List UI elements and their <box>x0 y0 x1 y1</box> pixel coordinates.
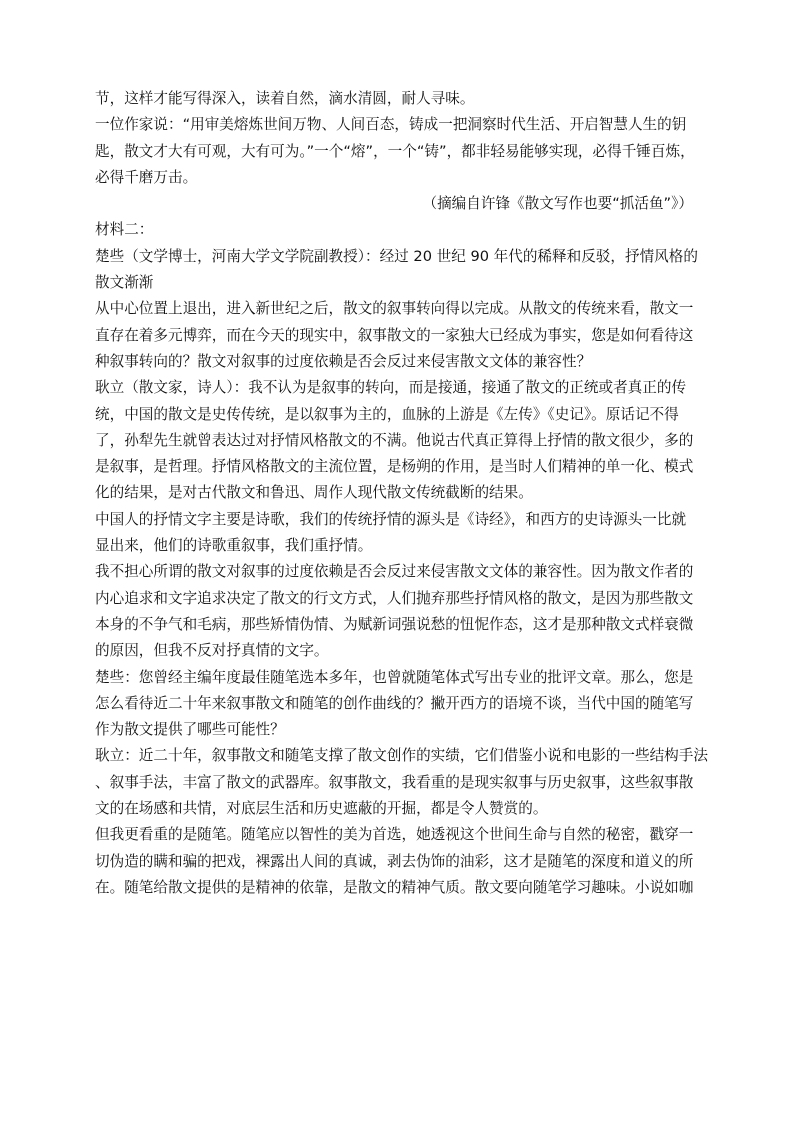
paragraph-p10 <box>95 665 701 744</box>
paragraph-p12 <box>95 822 701 901</box>
paragraph-p3 <box>95 191 701 217</box>
paragraph-p8 <box>95 507 701 560</box>
text-line: 是叙事，是哲理。抒情风格散文的主流位置，是杨朔的作用，是当时人们精神的单一化、模式 <box>95 458 694 476</box>
text-line: 种叙事转向的？散文对叙事的过度依赖是否会反过来侵害散文文体的兼容性？ <box>95 352 592 370</box>
text-line: 显出来，他们的诗歌重叙事，我们重抒情。 <box>95 537 373 555</box>
text-line: 化的结果，是对古代散文和鲁迅、周作人现代散文传统截断的结果。 <box>95 484 533 502</box>
text-line: 一位作家说：“用审美熔炼世间万物、人间百态，铸成一把洞察时代生活、开启智慧人生的钥 <box>95 116 687 134</box>
text-line: （摘编自许锋《散文写作也要“抓活鱼”》） <box>422 195 693 213</box>
text-line: 切伪造的瞒和骗的把戏，裸露出人间的真诚，剥去伪饰的油彩，这才是随笔的深度和道义的所 <box>95 852 694 870</box>
paragraph-p4 <box>95 217 701 243</box>
paragraph-p6 <box>95 296 701 375</box>
text-line: 怎么看待近二十年来叙事散文和随笔的创作曲线的？撇开西方的语境不谈，当代中国的随笔写 <box>95 694 694 712</box>
text-line: 直存在着多元博弈，而在今天的现实中，叙事散文的一家独大已经成为事实，您是如何看待这 <box>95 326 694 344</box>
paragraph-p5 <box>95 244 701 297</box>
text-line: 我不担心所谓的散文对叙事的过度依赖是否会反过来侵害散文文体的兼容性。因为散文作者的 <box>95 563 694 581</box>
text-line: 耿立（散文家，诗人）：我不认为是叙事的转向，而是接通，接通了散文的正统或者真正的传 <box>95 379 687 397</box>
text-line: 节，这样才能写得深入，读着自然，滴水清圆，耐人寻味。 <box>95 90 475 107</box>
text-line: 内心追求和文字追求决定了散文的行文方式，人们抛弃那些抒情风格的散文，是因为那些散文 <box>95 589 694 607</box>
text-line: 但我更看重的是随笔。随笔应以智性的美为首选，她透视这个世间生命与自然的秘密，戳穿一 <box>95 826 694 844</box>
text-line: 的原因，但我不反对抒真情的文字。 <box>95 642 329 660</box>
text-line: 散文渐渐 <box>95 274 154 292</box>
text-line: 中国人的抒情文字主要是诗歌，我们的传统抒情的源头是《诗经》，和西方的史诗源头一比就 <box>95 510 687 528</box>
text-line: 作为散文提供了哪些可能性？ <box>95 721 285 739</box>
text-line: 、叙事手法，丰富了散文的武器库。叙事散文，我看重的是现实叙事与历史叙事，这些叙事散 <box>95 773 694 791</box>
text-line: 楚些：您曾经主编年度最佳随笔选本多年，也曾就随笔体式写出专业的批评文章。那么，您是 <box>95 668 694 686</box>
text-line: 统，中国的散文是史传传统，是以叙事为主的，血脉的上游是《左传》《史记》。原话记不得 <box>95 405 679 423</box>
text-line: 本身的不争气和毛病，那些矫情伪情、为赋新词强说愁的忸怩作态，这才是那种散文式样衰微 <box>95 615 694 633</box>
paragraph-p9 <box>95 559 701 664</box>
paragraph-p2 <box>95 112 701 191</box>
paragraph-p1 <box>95 86 701 112</box>
text-line: 从中心位置上退出，进入新世纪之后，散文的叙事转向得以完成。从散文的传统来看，散文一 <box>95 300 694 318</box>
text-line: 必得千磨万击。 <box>95 168 198 186</box>
text-line: 了，孙犁先生就曾表达过对抒情风格散文的不满。他说古代真正算得上抒情的散文很少，多的 <box>95 431 694 449</box>
paragraph-p11 <box>95 743 708 822</box>
text-line: 耿立：近二十年，叙事散文和随笔支撑了散文创作的实绩，它们借鉴小说和电影的一些结构手法 <box>95 747 708 765</box>
text-line: 楚些（文学博士，河南大学文学院副教授）：经过 20 世纪 90 年代的稀释和反驳，抒情风格的 <box>95 247 698 265</box>
text-line: 文的在场感和共情，对底层生活和历史遮蔽的开掘，都是令人赞赏的。 <box>95 800 548 818</box>
text-line: 匙，散文才大有可观，大有可为。”一个“熔”，一个“铸”，都非轻易能够实现，必得千锤百炼， <box>95 142 695 160</box>
document-page <box>95 86 708 901</box>
text-line: 材料二： <box>95 221 154 239</box>
text-line: 在。随笔给散文提供的是精神的依靠，是散文的精神气质。散文要向随笔学习趣味。小说如咖 <box>95 878 694 896</box>
paragraph-p7 <box>95 375 701 506</box>
